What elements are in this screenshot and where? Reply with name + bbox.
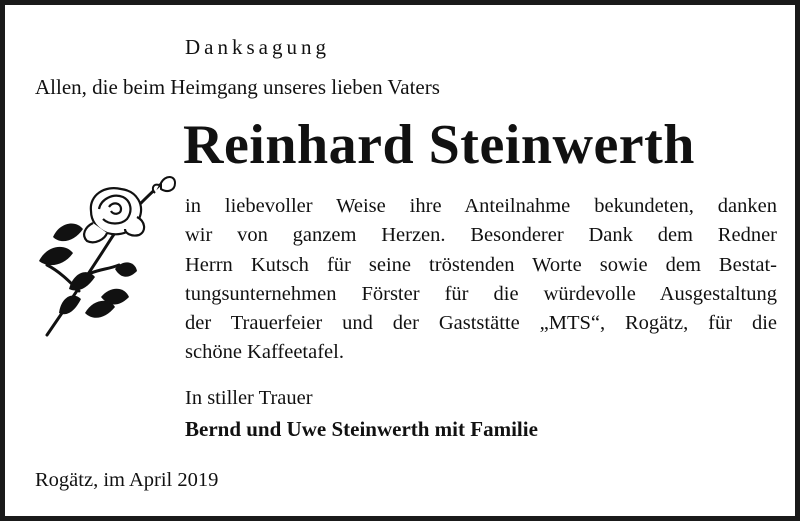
body-line: schöne Kaffeetafel. [185, 341, 344, 364]
body-line: tungsunternehmen Förster für die würdevolle Ausgestaltung [185, 282, 777, 305]
body-line: wir von ganzem Herzen. Besonderer Dank dem Redner [185, 224, 777, 247]
place-date: Rogätz, im April 2019 [35, 469, 219, 491]
mourning-text: In stiller Trauer [185, 387, 313, 409]
rose-icon [29, 173, 179, 343]
deceased-name: Reinhard Steinwerth [183, 114, 695, 176]
body-line: in liebevoller Weise ihre Anteilnahme bekundeten, danken [185, 195, 777, 217]
notice-heading: Danksagung [185, 35, 330, 59]
body-line: Herrn Kutsch für seine tröstenden Worte sowie dem Bestat- [185, 253, 777, 276]
notice-body [185, 192, 777, 368]
intro-text: Allen, die beim Heimgang unseres lieben Vaters [35, 75, 440, 99]
family-signature: Bernd und Uwe Steinwerth mit Familie [185, 417, 538, 441]
body-line: der Trauerfeier und der Gaststätte „MTS“, Rogätz, für die [185, 312, 777, 335]
